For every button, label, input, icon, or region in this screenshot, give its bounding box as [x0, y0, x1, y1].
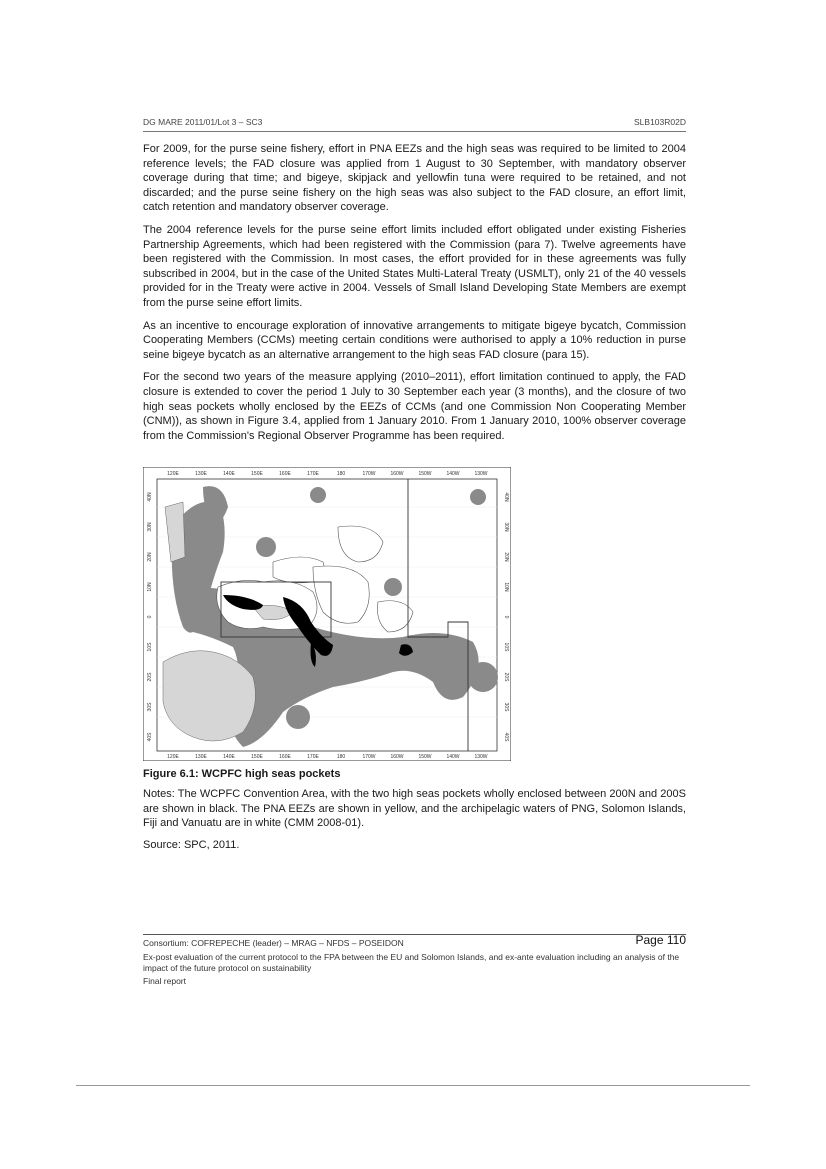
svg-text:0: 0 — [147, 615, 153, 619]
map-left-labels — [147, 492, 153, 741]
paragraph-1: For 2009, for the purse seine fishery, effort in PNA EEZs and the high seas was required to be limited to 2004 reference levels; the FAD closure was applied from 1 August to 30 September, with mandatory observer coverage during that time; and bigeye, skipjack and yellowfin tuna were required to be retained, and not discarded; and the purse seine fishery on the high seas was also subject to the FAD closure, an effort limit, catch retention and mandatory observer coverage. — [143, 143, 686, 214]
svg-text:130E: 130E — [195, 754, 207, 760]
svg-text:120E: 120E — [167, 754, 179, 760]
svg-text:40S: 40S — [503, 732, 509, 742]
svg-text:180: 180 — [336, 754, 346, 760]
svg-text:170E: 170E — [307, 471, 319, 477]
footer-consortium: Consortium: COFREPECHE (leader) – MRAG – NFDS – POSEIDON — [143, 938, 404, 948]
svg-text:10S: 10S — [503, 642, 509, 652]
svg-text:10S: 10S — [147, 642, 153, 652]
svg-text:10N: 10N — [147, 582, 153, 592]
svg-text:160E: 160E — [279, 754, 291, 760]
body-text — [143, 142, 686, 451]
footer-divider — [143, 934, 686, 935]
svg-text:140W: 140W — [446, 754, 460, 760]
svg-text:140E: 140E — [223, 754, 235, 760]
figure-notes-block — [143, 787, 686, 859]
bottom-divider — [76, 1085, 750, 1086]
svg-text:140W: 140W — [446, 471, 460, 477]
svg-text:150W: 150W — [418, 471, 432, 477]
svg-text:40S: 40S — [147, 732, 153, 742]
figure-caption: Figure 6.1: WCPFC high seas pockets — [143, 768, 341, 780]
figure-source: Source: SPC, 2011. — [143, 838, 240, 851]
svg-text:30N: 30N — [503, 522, 509, 532]
svg-text:130E: 130E — [195, 471, 207, 477]
svg-text:20S: 20S — [147, 672, 153, 682]
svg-text:150W: 150W — [418, 754, 432, 760]
svg-text:30N: 30N — [147, 522, 153, 532]
svg-text:10N: 10N — [503, 582, 509, 592]
wcpfc-map-figure — [143, 467, 511, 761]
svg-text:140E: 140E — [223, 471, 235, 477]
page-number: Page 110 — [635, 933, 686, 947]
svg-text:180: 180 — [336, 471, 346, 477]
svg-text:160W: 160W — [390, 754, 404, 760]
header-divider — [143, 131, 686, 132]
figure-notes: Notes: The WCPFC Convention Area, with the two high seas pockets wholly enclosed between 200N and 200S are shown in black. The PNA EEZs are shown in yellow, and the archipelagic waters of PNG, Solomon Islands, Fiji and Vanuatu are in white (CMM 2008-01). — [143, 788, 686, 830]
svg-text:0: 0 — [503, 615, 509, 619]
paragraph-2: The 2004 reference levels for the purse seine effort limits included effort obligated under existing Fisheries Partnership Agreements, which had been registered with the Commission (para 7). Twelve agreements have been registered with the Commission. In most cases, the effort provided for in these agreements was fully subscribed in 2004, but in the case of the United States Multi-Lateral Treaty (USMLT), only 21 of the 40 vessels provided for in the Treaty were active in 2004. Vessels of Small Island Developing State Members are exempt from the purse seine effort limits. — [143, 223, 686, 309]
paragraph-4: For the second two years of the measure applying (2010–2011), effort limitation continued to apply, the FAD closure is extended to cover the period 1 July to 30 September each year (3 months), and the closure of two high seas pockets wholly enclosed by the EEZs of CCMs (and one Commission Non Cooperating Member (CNM)), as shown in Figure 3.4, applied from 1 January 2010. From 1 January 2010, 100% observer coverage from the Commission's Regional Observer Programme has been required. — [143, 371, 686, 442]
svg-text:30S: 30S — [503, 702, 509, 712]
svg-text:20N: 20N — [147, 552, 153, 562]
footer-final-report: Final report — [143, 976, 186, 986]
svg-text:130W: 130W — [474, 471, 488, 477]
svg-text:20N: 20N — [503, 552, 509, 562]
svg-text:170E: 170E — [307, 754, 319, 760]
svg-text:160W: 160W — [390, 471, 404, 477]
svg-text:130W: 130W — [474, 754, 488, 760]
svg-text:30S: 30S — [147, 702, 153, 712]
paragraph-3: As an incentive to encourage exploration of innovative arrangements to mitigate bigeye bycatch, Commission Cooperating Members (CCMs) meeting certain conditions were authorised to apply a 10% reduction in purse seine bigeye bycatch as an alternative arrangement to the high seas FAD closure (para 15). — [143, 319, 686, 361]
map-right-labels — [503, 492, 509, 742]
svg-text:120E: 120E — [167, 471, 179, 477]
svg-text:150E: 150E — [251, 754, 263, 760]
svg-text:170W: 170W — [362, 471, 376, 477]
svg-text:160E: 160E — [279, 471, 291, 477]
svg-text:170W: 170W — [362, 754, 376, 760]
footer-description: Ex-post evaluation of the current protocol to the FPA between the EU and Solomon Islands, and ex-ante evaluation including an analysis of the impact of the future protocol on sustainability — [143, 952, 680, 973]
svg-text:40N: 40N — [147, 492, 153, 502]
svg-text:20S: 20S — [503, 672, 509, 682]
header-right: SLB103R02D — [634, 117, 686, 127]
svg-text:40N: 40N — [503, 492, 509, 502]
svg-text:150E: 150E — [251, 471, 263, 477]
header-left: DG MARE 2011/01/Lot 3 – SC3 — [143, 117, 263, 127]
